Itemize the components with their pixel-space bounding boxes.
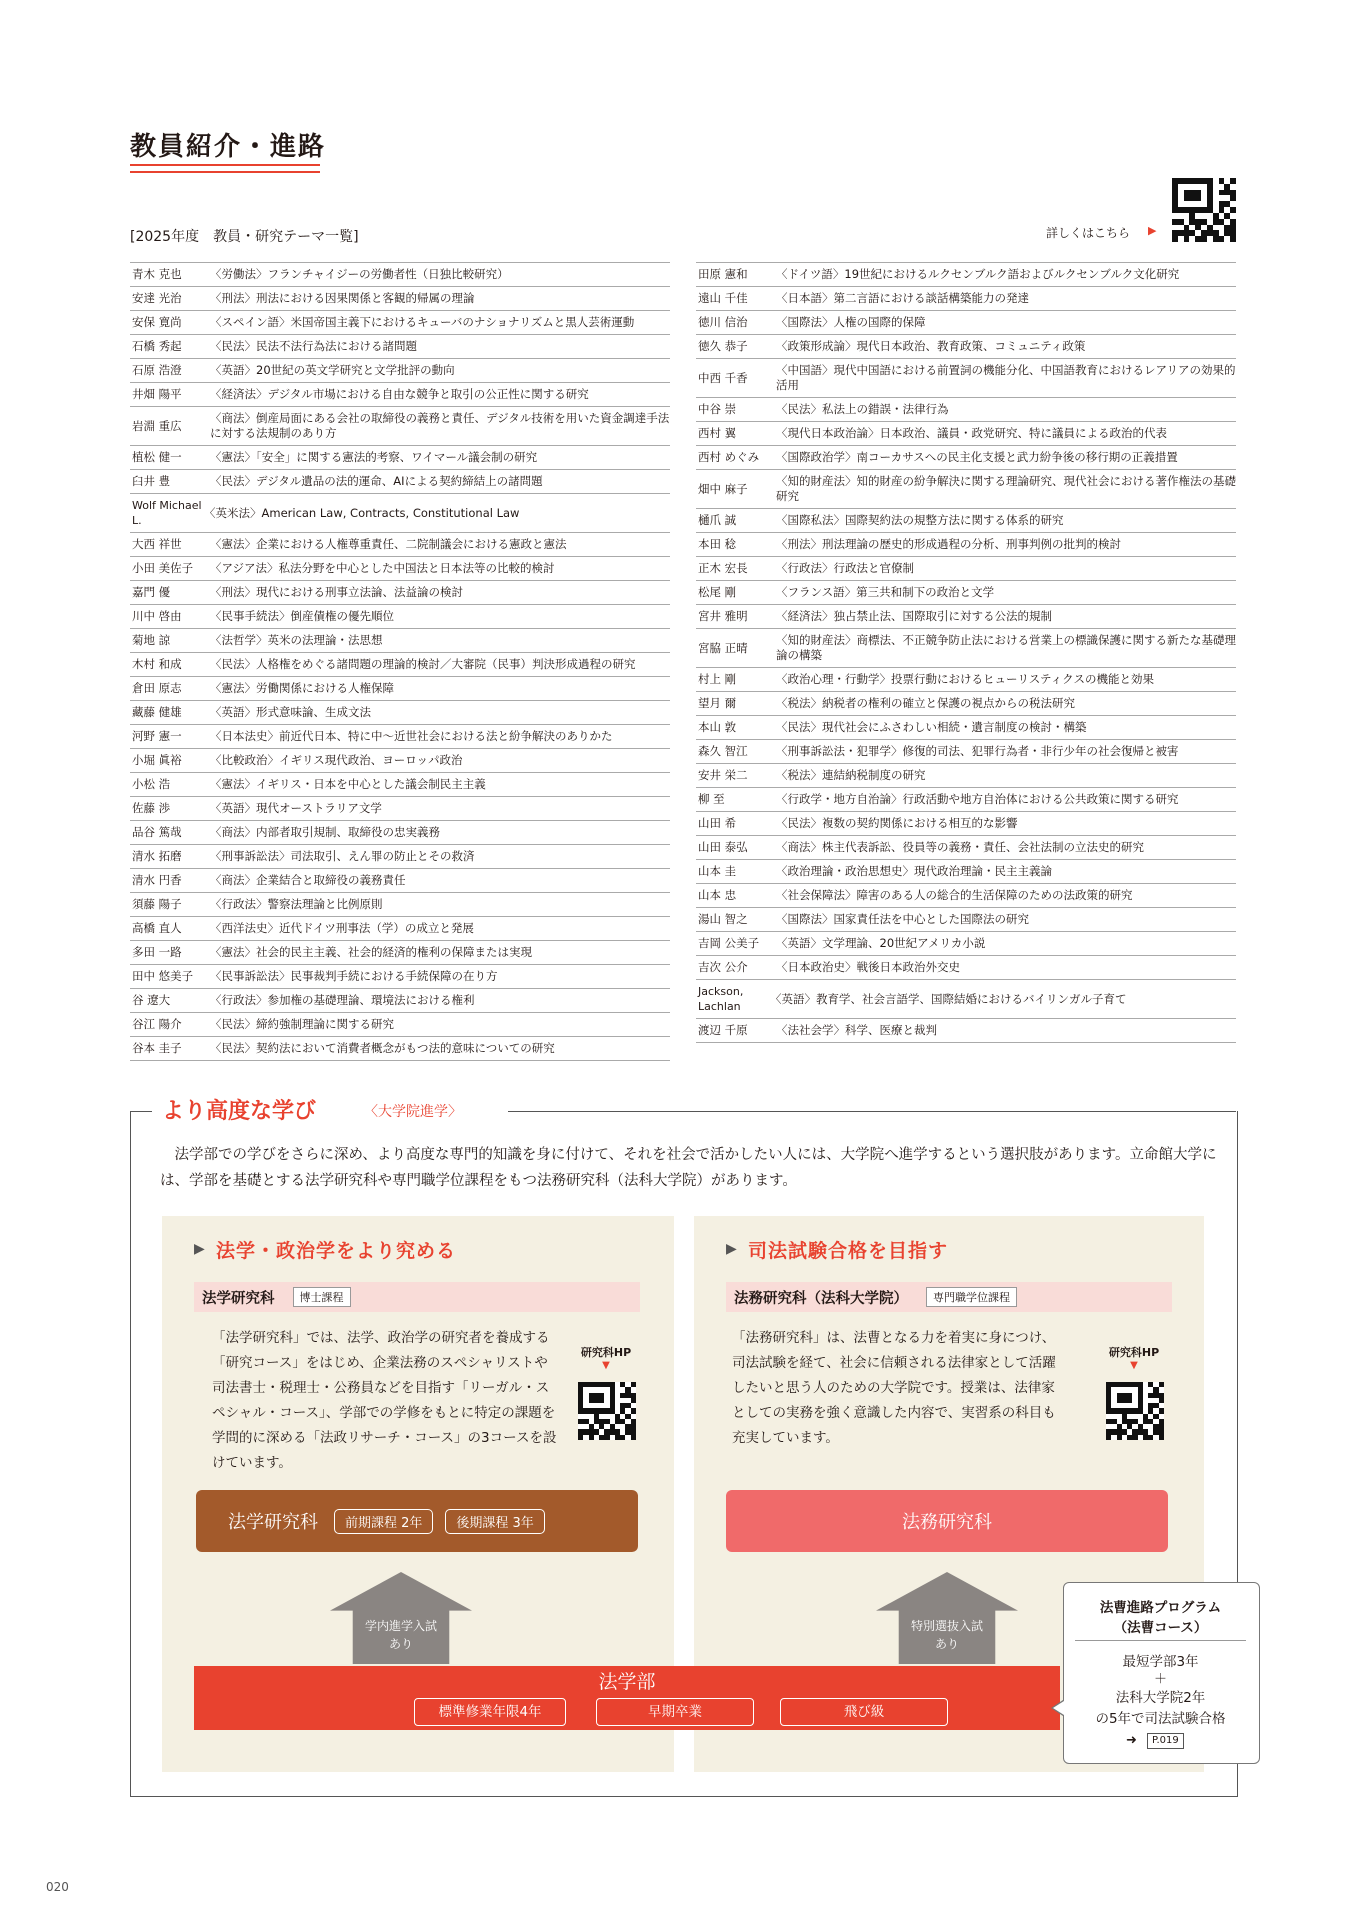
faculty-research-topic: 〈比較政治〉イギリス現代政治、ヨーロッパ政治 <box>210 753 463 767</box>
faculty-row <box>696 422 1236 446</box>
frame-topline-right <box>508 1111 1236 1112</box>
faculty-name: 谷 遼大 <box>132 993 171 1007</box>
panel-left-title: 法学・政治学をより究める <box>216 1240 457 1262</box>
faculty-row <box>130 335 670 359</box>
faculty-row <box>130 773 670 797</box>
faculty-research-topic: 〈行政法〉行政法と官僚制 <box>776 561 914 575</box>
faculty-row <box>696 908 1236 932</box>
faculty-research-topic: 〈民事手続法〉倒産債権の優先順位 <box>210 609 394 623</box>
grad-section-title: より高度な学び <box>162 1099 317 1124</box>
faculty-research-topic: 〈刑事訴訟法〉司法取引、えん罪の防止とその救済 <box>210 849 475 863</box>
page-number: 020 <box>46 1880 69 1894</box>
skip-grade-pill: 飛び級 <box>780 1698 948 1726</box>
faculty-research-topic: 〈政策形成論〉現代日本政治、教育政策、コミュニティ政策 <box>776 339 1086 353</box>
faculty-row <box>130 989 670 1013</box>
panel-right-hp-label: 研究科HP <box>1108 1346 1160 1359</box>
faculty-row <box>696 1019 1236 1043</box>
faculty-row <box>696 836 1236 860</box>
faculty-row <box>696 716 1236 740</box>
faculty-row <box>696 788 1236 812</box>
panel-right-bar-name: 法務研究科（法科大学院） <box>734 1290 908 1307</box>
page-title: 教員紹介・進路 <box>130 132 327 162</box>
faculty-name: 山田 泰弘 <box>698 840 748 854</box>
faculty-row <box>130 653 670 677</box>
faculty-research-topic: 〈ドイツ語〉19世紀におけるルクセンブルク語およびルクセンブルク文化研究 <box>776 267 1180 281</box>
law-graduate-school-box <box>196 1490 638 1552</box>
faculty-name: 須藤 陽子 <box>132 897 182 911</box>
faculty-research-topic: 〈憲法〉企業における人権尊重責任、二院制議会における憲政と憲法 <box>210 537 567 551</box>
faculty-research-topic: 〈行政法〉参加権の基礎理論、環境法における権利 <box>210 993 475 1007</box>
faculty-research-topic: 〈税法〉連結納税制度の研究 <box>776 768 926 782</box>
faculty-name: 徳川 信治 <box>698 315 748 329</box>
faculty-list-left <box>130 262 670 1061</box>
law-school-title: 法務研究科 <box>902 1512 992 1533</box>
faculty-row <box>130 470 670 494</box>
faculty-name: 川中 啓由 <box>132 609 182 623</box>
faculty-row <box>696 446 1236 470</box>
faculty-row <box>130 1013 670 1037</box>
frame-topline-left <box>130 1111 152 1112</box>
faculty-row <box>130 581 670 605</box>
faculty-name: 植松 健一 <box>132 450 182 464</box>
panel-left-hp-label: 研究科HP <box>580 1346 632 1359</box>
faculty-name: 田中 悠美子 <box>132 969 194 983</box>
faculty-name: 中西 千香 <box>698 370 748 385</box>
faculty-row <box>130 605 670 629</box>
faculty-name: 西村 翼 <box>698 426 737 440</box>
faculty-row <box>130 749 670 773</box>
faculty-research-topic: 〈民法〉複数の契約関係における相互的な影響 <box>776 816 1018 830</box>
faculty-name: 石橋 秀起 <box>132 339 182 353</box>
master-course-pill: 前期課程 2年 <box>334 1509 433 1534</box>
page-reference-link[interactable]: P.019 <box>1147 1733 1184 1749</box>
qr-code-icon[interactable] <box>1172 178 1236 242</box>
faculty-name: Jackson, Lachlan <box>698 985 744 1013</box>
panel-right-bar-tag: 専門職学位課程 <box>926 1287 1017 1307</box>
callout-title-2: （法曹コース） <box>1113 1620 1208 1636</box>
faculty-row <box>130 845 670 869</box>
faculty-row <box>696 605 1236 629</box>
law-school-box <box>726 1490 1168 1552</box>
faculty-name: 柳 至 <box>698 792 725 806</box>
faculty-row <box>130 941 670 965</box>
internal-exam-line2: あり <box>388 1637 413 1651</box>
faculty-name: 嘉門 優 <box>132 585 171 599</box>
faculty-research-topic: 〈民事訴訟法〉民事裁判手続における手続保障の在り方 <box>210 969 498 983</box>
faculty-name: 佐藤 渉 <box>132 801 171 815</box>
internal-exam-line1: 学内進学入試 <box>364 1619 437 1633</box>
faculty-row <box>696 860 1236 884</box>
callout-plus: ＋ <box>1153 1672 1167 1687</box>
title-underline <box>130 164 320 173</box>
faculty-research-topic: 〈労働法〉フランチャイジーの労働者性（日独比較研究） <box>210 267 509 281</box>
triangle-icon: ▶ <box>726 1241 737 1257</box>
faculty-row <box>696 557 1236 581</box>
faculty-research-topic: 〈社会保障法〉障害のある人の総合的生活保障のための法政策的研究 <box>776 888 1133 902</box>
faculty-name: 吉岡 公美子 <box>698 936 760 950</box>
faculty-research-topic: 〈中国語〉現代中国語における前置詞の機能分化、中国語教育におけるレアリアの効果的活用 <box>776 363 1236 392</box>
faculty-name: 樋爪 誠 <box>698 513 737 527</box>
faculty-row <box>130 494 670 533</box>
faculty-research-topic: 〈商法〉株主代表訴訟、役員等の義務・責任、会社法制の立法史的研究 <box>776 840 1144 854</box>
faculty-row <box>696 533 1236 557</box>
faculty-name: 小田 美佐子 <box>132 561 194 575</box>
faculty-research-topic: 〈民法〉デジタル遺品の法的運命、AIによる契約締結上の諸問題 <box>210 474 543 488</box>
faculty-research-topic: 〈税法〉納税者の権利の確立と保護の視点からの税法研究 <box>776 696 1075 710</box>
faculty-research-topic: 〈政治理論・政治思想史〉現代政治理論・民主主義論 <box>776 864 1052 878</box>
faculty-name: 宮脇 正晴 <box>698 640 748 655</box>
faculty-research-topic: 〈商法〉企業結合と取締役の義務責任 <box>210 873 406 887</box>
faculty-row <box>696 692 1236 716</box>
faculty-row <box>130 311 670 335</box>
faculty-name: 望月 爾 <box>698 696 737 710</box>
down-arrow-icon: ▼ <box>602 1360 610 1371</box>
faculty-row <box>130 1037 670 1061</box>
faculty-row <box>696 335 1236 359</box>
faculty-row <box>696 812 1236 836</box>
faculty-row <box>696 764 1236 788</box>
faculty-name: 正木 宏長 <box>698 561 748 575</box>
faculty-name: 本田 稔 <box>698 537 737 551</box>
faculty-list-right <box>696 262 1236 1043</box>
faculty-research-topic: 〈経済法〉独占禁止法、国際取引に対する公法的規制 <box>776 609 1052 623</box>
faculty-name: 徳久 恭子 <box>698 339 748 353</box>
faculty-research-topic: 〈刑事訴訟法・犯罪学〉修復的司法、犯罪行為者・非行少年の社会復帰と被害 <box>776 744 1179 758</box>
faculty-row <box>130 446 670 470</box>
faculty-row <box>696 509 1236 533</box>
faculty-research-topic: 〈法社会学〉科学、医療と裁判 <box>776 1023 937 1037</box>
faculty-name: 宮井 雅明 <box>698 609 748 623</box>
faculty-name: 木村 和成 <box>132 657 182 671</box>
faculty-row <box>130 821 670 845</box>
faculty-research-topic: 〈スペイン語〉米国帝国主義下におけるキューバのナショナリズムと黒人芸術運動 <box>210 315 635 329</box>
faculty-name: 山本 忠 <box>698 888 737 902</box>
faculty-research-topic: 〈現代日本政治論〉日本政治、議員・政党研究、特に議員による政治的代表 <box>776 426 1167 440</box>
faculty-research-topic: 〈英語〉形式意味論、生成文法 <box>210 705 371 719</box>
faculty-name: 高橋 直人 <box>132 921 182 935</box>
faculty-row <box>696 398 1236 422</box>
faculty-row <box>696 470 1236 509</box>
link-arrow-icon: ➜ <box>1126 1733 1137 1748</box>
faculty-row <box>130 677 670 701</box>
faculty-research-topic: 〈日本法史〉前近代日本、特に中〜近世社会における法と紛争解決のありかた <box>210 729 613 743</box>
faculty-research-topic: 〈刑法〉刑法理論の歴史的形成過程の分析、刑事判例の批判的検討 <box>776 537 1121 551</box>
faculty-research-topic: 〈アジア法〉私法分野を中心とした中国法と日本法等の比較的検討 <box>210 561 555 575</box>
faculty-research-topic: 〈民法〉締約強制理論に関する研究 <box>210 1017 394 1031</box>
faculty-research-topic: 〈フランス語〉第三共和制下の政治と文学 <box>776 585 995 599</box>
faculty-name: 安井 栄二 <box>698 768 748 782</box>
faculty-row <box>696 287 1236 311</box>
faculty-name: 菊地 諒 <box>132 633 171 647</box>
faculty-name: 渡辺 千原 <box>698 1023 748 1037</box>
faculty-research-topic: 〈英語〉文学理論、20世紀アメリカ小説 <box>776 936 986 950</box>
standard-years-pill: 標準修業年限4年 <box>414 1698 566 1726</box>
law-graduate-school-title: 法学研究科 <box>228 1512 318 1533</box>
faculty-name: 藏藤 健雄 <box>132 705 182 719</box>
faculty-research-topic: 〈刑法〉現代における刑事立法論、法益論の検討 <box>210 585 463 599</box>
triangle-icon: ▶ <box>194 1241 205 1257</box>
faculty-research-topic: 〈民法〉契約法において消費者概念がもつ法的意味についての研究 <box>210 1041 555 1055</box>
panel-right-bar <box>726 1282 1172 1312</box>
faculty-name: 清水 円香 <box>132 873 182 887</box>
faculty-row <box>696 581 1236 605</box>
faculty-name: 湯山 智之 <box>698 912 748 926</box>
faculty-name: 西村 めぐみ <box>698 450 760 464</box>
faculty-name: 畑中 麻子 <box>698 481 748 496</box>
faculty-row <box>130 797 670 821</box>
faculty-name: 森久 智江 <box>698 744 748 758</box>
faculty-row <box>696 740 1236 764</box>
faculty-research-topic: 〈英米法〉American Law, Contracts, Constitutional Law <box>204 505 520 520</box>
faculty-row <box>130 359 670 383</box>
faculty-name: 村上 剛 <box>698 672 737 686</box>
faculty-row <box>130 965 670 989</box>
faculty-name: 安保 寛尚 <box>132 315 182 329</box>
faculty-research-topic: 〈国際政治学〉南コーカサスへの民主化支援と武力紛争後の移行期の正義措置 <box>776 450 1178 464</box>
faculty-name: 谷本 圭子 <box>132 1041 182 1055</box>
faculty-name: 大西 祥世 <box>132 537 182 551</box>
faculty-research-topic: 〈政治心理・行動学〉投票行動におけるヒューリスティクスの機能と効果 <box>776 672 1155 686</box>
faculty-row <box>130 533 670 557</box>
faculty-row <box>696 884 1236 908</box>
faculty-research-topic: 〈法哲学〉英米の法理論・法思想 <box>210 633 383 647</box>
faculty-name: 山本 圭 <box>698 864 737 878</box>
faculty-name: 中谷 崇 <box>698 402 737 416</box>
panel-right-text: 「法務研究科」は、法曹となる力を着実に身につけ、司法試験を経て、社会に信頼される法律家として活躍したいと思う人のための大学院です。授業は、法律家としての実務を強く意識した内容で、実習系の科目も充実しています。 <box>732 1330 1056 1446</box>
faculty-research-topic: 〈英語〉現代オーストラリア文学 <box>210 801 382 815</box>
faculty-of-law-title: 法学部 <box>598 1671 656 1693</box>
doctoral-course-pill: 後期課程 3年 <box>445 1509 544 1534</box>
faculty-research-topic: 〈英語〉教育学、社会言語学、国際結婚におけるバイリンガル子育て <box>770 991 1127 1006</box>
faculty-name: 山田 希 <box>698 816 737 830</box>
callout-line3: の5年で司法試験合格 <box>1095 1711 1226 1727</box>
faculty-row <box>696 359 1236 398</box>
faculty-research-topic: 〈行政学・地方自治論〉行政活動や地方自治体における公共政策に関する研究 <box>776 792 1179 806</box>
qr-code-icon[interactable] <box>578 1382 636 1440</box>
faculty-name: 松尾 剛 <box>698 585 737 599</box>
faculty-row <box>130 701 670 725</box>
faculty-name: 岩淵 重広 <box>132 418 182 433</box>
faculty-row <box>130 629 670 653</box>
faculty-research-topic: 〈西洋法史〉近代ドイツ刑事法（学）の成立と発展 <box>210 921 474 935</box>
qr-code-icon[interactable] <box>1106 1382 1164 1440</box>
faculty-row <box>130 287 670 311</box>
faculty-research-topic: 〈憲法〉社会的民主主義、社会的経済的権利の保障または実現 <box>210 945 532 959</box>
faculty-research-topic: 〈民法〉現代社会にふさわしい相続・遺言制度の検討・構築 <box>776 720 1087 734</box>
panel-left-text: 「法学研究科」では、法学、政治学の研究者を養成する「研究コース」をはじめ、企業法務のスペシャリストや司法書士・税理士・公務員などを目指す「リーガル・スペシャル・コース」、学部での学修をもとに特定の課題を学問的に深める「法政リサーチ・コース」の3コースを設けています。 <box>212 1330 557 1471</box>
faculty-research-topic: 〈民法〉民法不法行為法における諸問題 <box>210 339 417 353</box>
faculty-research-topic: 〈商法〉倒産局面にある会社の取締役の義務と責任、デジタル技術を用いた資金調達手法に対する法規制のあり方 <box>210 411 670 440</box>
faculty-row <box>130 869 670 893</box>
faculty-row <box>696 629 1236 668</box>
faculty-research-topic: 〈国際法〉国家責任法を中心とした国際法の研究 <box>776 912 1029 926</box>
faculty-research-topic: 〈憲法〉イギリス・日本を中心とした議会制民主主義 <box>210 777 486 791</box>
faculty-name: 田原 憲和 <box>698 267 748 281</box>
faculty-row <box>130 557 670 581</box>
early-graduation-pill: 早期卒業 <box>596 1698 754 1726</box>
faculty-row <box>130 893 670 917</box>
faculty-name: 谷江 陽介 <box>132 1017 182 1031</box>
faculty-research-topic: 〈民法〉人格権をめぐる諸問題の理論的検討／大審院（民事）判決形成過程の研究 <box>210 657 636 671</box>
faculty-research-topic: 〈国際私法〉国際契約法の規整方法に関する体系的研究 <box>776 513 1064 527</box>
faculty-row <box>130 383 670 407</box>
special-exam-line2: あり <box>934 1637 959 1651</box>
more-arrow-icon: ▶ <box>1148 224 1157 237</box>
down-arrow-icon: ▼ <box>1130 1360 1138 1371</box>
panel-left-bar-tag: 博士課程 <box>293 1287 351 1307</box>
panel-right-title: 司法試験合格を目指す <box>748 1240 949 1262</box>
faculty-row <box>696 668 1236 692</box>
faculty-row <box>696 263 1236 287</box>
faculty-name: 河野 憲一 <box>132 729 182 743</box>
callout-title-1: 法曹進路プログラム <box>1099 1600 1222 1616</box>
faculty-name: 清水 拓磨 <box>132 849 182 863</box>
faculty-name: 安達 光治 <box>132 291 182 305</box>
faculty-research-topic: 〈商法〉内部者取引規制、取締役の忠実義務 <box>210 825 440 839</box>
more-info-label[interactable]: 詳しくはこちら <box>1046 226 1131 240</box>
faculty-research-topic: 〈知的財産法〉知的財産の紛争解決に関する理論研究、現代社会における著作権法の基礎研究 <box>776 474 1236 503</box>
faculty-research-topic: 〈経済法〉デジタル市場における自由な競争と取引の公正性に関する研究 <box>210 387 589 401</box>
faculty-name: 小堀 眞裕 <box>132 753 182 767</box>
faculty-row <box>696 956 1236 980</box>
faculty-research-topic: 〈刑法〉刑法における因果関係と客観的帰属の理論 <box>210 291 475 305</box>
callout-divider <box>1075 1640 1246 1641</box>
grad-section-subtitle: 〈大学院進学〉 <box>364 1104 462 1120</box>
special-exam-label <box>876 1617 1018 1653</box>
faculty-name: 多田 一路 <box>132 945 182 959</box>
faculty-research-topic: 〈知的財産法〉商標法、不正競争防止法における営業上の標識保護に関する新たな基礎理論の構築 <box>776 633 1236 662</box>
faculty-name: 遠山 千佳 <box>698 291 748 305</box>
faculty-name: 本山 敦 <box>698 720 737 734</box>
faculty-research-topic: 〈日本政治史〉戦後日本政治外交史 <box>776 960 960 974</box>
faculty-row <box>130 263 670 287</box>
faculty-research-topic: 〈憲法〉「安全」に関する憲法的考察、ワイマール議会制の研究 <box>210 450 538 464</box>
faculty-row <box>696 932 1236 956</box>
faculty-row <box>130 725 670 749</box>
faculty-row <box>696 980 1236 1019</box>
faculty-name: 井畑 陽平 <box>132 387 182 401</box>
internal-exam-label <box>330 1617 472 1653</box>
faculty-name: 臼井 豊 <box>132 474 171 488</box>
faculty-name: 品谷 篤哉 <box>132 825 182 839</box>
panel-left-bar-name: 法学研究科 <box>202 1290 275 1307</box>
faculty-research-topic: 〈憲法〉労働関係における人権保障 <box>210 681 394 695</box>
faculty-name: 倉田 原志 <box>132 681 182 695</box>
faculty-research-topic: 〈国際法〉人権の国際的保障 <box>776 315 926 329</box>
faculty-name: 青木 克也 <box>132 267 182 281</box>
faculty-name: 小松 浩 <box>132 777 171 791</box>
faculty-research-topic: 〈民法〉私法上の錯誤・法律行為 <box>776 402 949 416</box>
faculty-name: Wolf Michael L. <box>132 499 202 527</box>
faculty-row <box>130 917 670 941</box>
grad-section-body: 法学部での学びをさらに深め、より高度な専門的知識を身に付けて、それを社会で活かしたい人には、大学院へ進学するという選択肢があります。立命館大学には、学部を基礎とする法学研究科や専門職学位課程をもつ法務研究科（法科大学院）があります。 <box>160 1147 1217 1189</box>
faculty-list-heading: [2025年度 教員・研究テーマ一覧] <box>130 229 359 245</box>
faculty-name: 吉次 公介 <box>698 960 748 974</box>
callout-line2: 法科大学院2年 <box>1115 1690 1206 1706</box>
faculty-research-topic: 〈行政法〉警察法理論と比例原則 <box>210 897 383 911</box>
panel-left-bar <box>194 1282 640 1312</box>
special-exam-line1: 特別選抜入試 <box>910 1619 983 1633</box>
callout-line1: 最短学部3年 <box>1122 1654 1199 1670</box>
faculty-research-topic: 〈英語〉20世紀の英文学研究と文学批評の動向 <box>210 363 455 377</box>
faculty-name: 石原 浩澄 <box>132 363 182 377</box>
faculty-research-topic: 〈日本語〉第二言語における談話構築能力の発達 <box>776 291 1029 305</box>
faculty-row <box>130 407 670 446</box>
faculty-row <box>696 311 1236 335</box>
